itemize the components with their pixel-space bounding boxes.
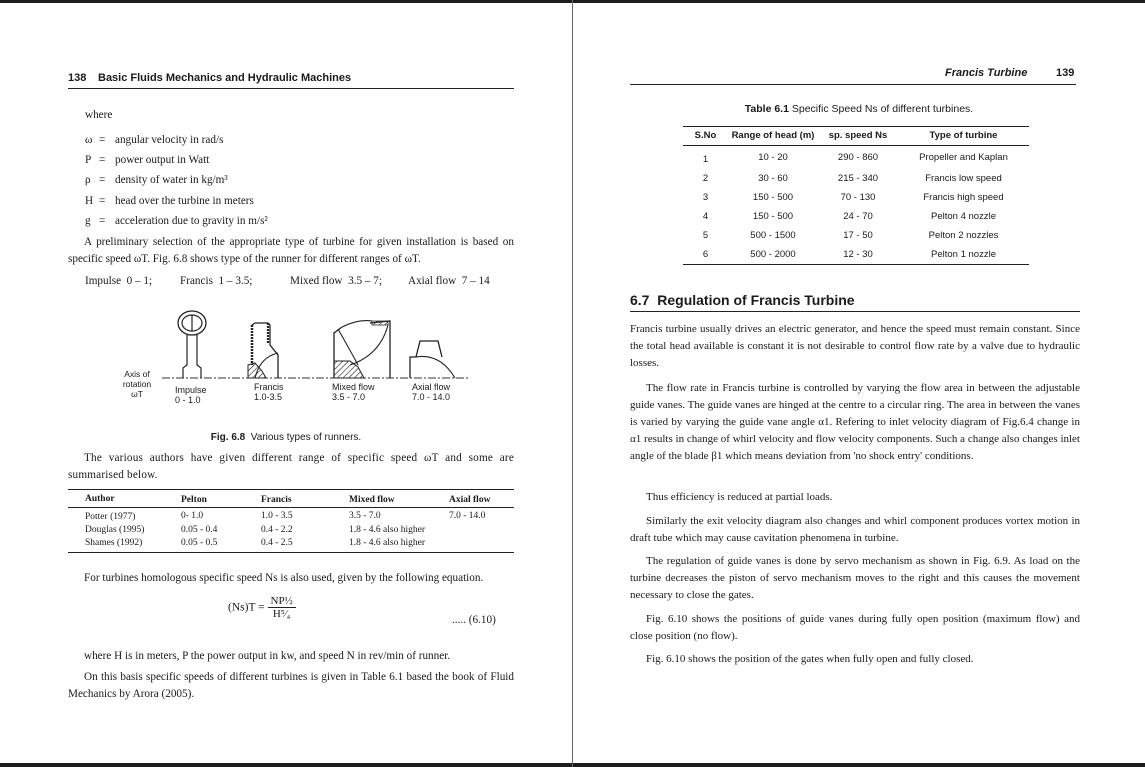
speed-table-row: 4 150 - 500 24 - 70 Pelton 4 nozzle <box>702 211 996 222</box>
speed-table-header: S.No Range of head (m) sp. speed Ns Type of turbine <box>683 127 1029 146</box>
paragraph-table-basis: On this basis specific speeds of different turbines is given in Table 6.1 based the book of Fluid Mechanics by Arora (2005). <box>68 671 514 700</box>
mixed-flow-label: Mixed flow 3.5 - 7.0 <box>332 382 375 402</box>
speed-table-row: 5 500 - 1500 17 - 50 Pelton 2 nozzles <box>702 230 999 241</box>
definition-item: g = acceleration due to gravity in m/s² <box>85 214 268 227</box>
running-title: Basic Fluids Mechanics and Hydraulic Machines <box>98 72 352 84</box>
range-axial: Axial flow 7 – 14 <box>408 275 490 287</box>
section-rule <box>630 311 1080 312</box>
runners-figure <box>110 305 480 385</box>
specific-speed-table <box>683 126 1029 265</box>
author-table-row: Potter (1977) 0- 1.0 1.0 - 3.5 3.5 - 7.0 7.0 - 14.0 <box>85 510 486 522</box>
definition-item: ω = angular velocity in rad/s <box>85 134 224 146</box>
header-rule <box>630 84 1076 85</box>
running-title: Francis Turbine <box>945 67 1028 79</box>
equation-6-10: (Ns)T = $\frac{\text{NP½}}{\text{H⁵⁄₄}}$ <box>228 595 296 620</box>
axis-of-rotation-label: Axis of rotation ωT <box>122 369 152 399</box>
paragraph-servo: The regulation of guide vanes is done by servo mechanism as shown in Fig. 6.9. As load on the turbine decreases the piston of servo mechanism moves to the right and this causes the movement necessary to close the gates. <box>630 555 1080 601</box>
francis-runner-icon <box>248 323 278 378</box>
speed-table-row: 2 30 - 60 215 - 340 Francis low speed <box>702 173 1002 184</box>
author-table-header: Author Pelton Francis Mixed flow Axial flow <box>68 492 514 508</box>
paragraph-exit-velocity: Similarly the exit velocity diagram also changes and whirl component produces vortex motion in draft tube which may cause cavitation phenomena in turbine. <box>630 515 1080 544</box>
equation-number: ..... (6.10) <box>452 614 496 626</box>
impulse-label: Impulse 0 - 1.0 <box>175 385 207 405</box>
author-table <box>68 489 514 553</box>
paragraph-efficiency: Thus efficiency is reduced at partial loads. <box>646 491 833 503</box>
definition-item: P = power output in Watt <box>85 154 210 167</box>
author-table-row: Douglas (1995) 0.05 - 0.4 0.4 - 2.2 1.8 - 4.6 also higher <box>85 524 425 535</box>
right-page <box>573 0 1145 767</box>
paragraph-authors: The various authors have given different range of specific speed ωT and some are summarised below. <box>68 452 514 481</box>
range-francis: Francis 1 – 3.5; <box>180 275 253 287</box>
range-mixed: Mixed flow 3.5 – 7; <box>290 275 382 287</box>
where-label: where <box>85 109 113 121</box>
page-number: 139 <box>1056 67 1075 79</box>
paragraph-homologous: For turbines homologous specific speed Ns is also used, given by the following equation. <box>84 572 484 584</box>
table-caption: Table 6.1 Specific Speed Ns of different turbines. <box>744 103 974 115</box>
author-table-row: Shames (1992) 0.05 - 0.5 0.4 - 2.5 1.8 - 4.6 also higher <box>85 537 425 548</box>
speed-table-row: 6 500 - 2000 12 - 30 Pelton 1 nozzle <box>702 249 996 260</box>
range-impulse: Impulse 0 – 1; <box>85 275 153 287</box>
section-heading: 6.7 Regulation of Francis Turbine <box>630 292 855 308</box>
paragraph-preliminary: A preliminary selection of the appropriate type of turbine for given installation is based on specific speed ωT. Fig. 6.8 shows type of the runner for different ranges of ωT. <box>68 236 514 265</box>
page-number: 138 <box>68 72 87 84</box>
paragraph-regulation-intro: Francis turbine usually drives an electric generator, and hence the speed must remain constant. Since the total head available is constant it is not desirable to control flow rate by a valve due to hydraulic losses. <box>630 323 1080 369</box>
axial-flow-runner-icon <box>410 341 455 378</box>
paragraph-guide-vanes: Fig. 6.10 shows the positions of guide vanes during fully open position (maximum flow) and close position (no flow). <box>630 613 1080 642</box>
speed-table-row: 3 150 - 500 70 - 130 Francis high speed <box>702 192 1004 203</box>
axial-flow-label: Axial flow 7.0 - 14.0 <box>412 382 451 402</box>
speed-table-row: 1 10 - 20 290 - 860 Propeller and Kaplan <box>702 152 1008 165</box>
paragraph-flow-rate: The flow rate in Francis turbine is controlled by varying the flow area in between the adjustable guide vanes. The guide vanes are hinged at the centre to a circular ring. The area in between the vanes is varied by varying the guide vane angle α1. Refering to inlet velocity diagram of Fig.6.4 change in α1 results in change of whirl velocity and flow velocity components. Such a change also changes inlet angle of the blade β1 which means deviation from 'no shock entry' conditions. <box>630 382 1080 462</box>
header-rule <box>68 88 514 89</box>
impulse-runner-icon <box>178 311 206 378</box>
ranges-line <box>85 273 515 290</box>
definition-item: H = head over the turbine in meters <box>85 194 254 207</box>
figure-caption: Fig. 6.8 Various types of runners. <box>210 432 362 443</box>
paragraph-units: where H is in meters, P the power output in kw, and speed N in rev/min of runner. <box>84 650 451 662</box>
definitions-list <box>85 130 268 231</box>
mixed-flow-runner-icon <box>334 321 390 378</box>
definition-item: ρ = density of water in kg/m³ <box>85 174 228 187</box>
francis-label: Francis 1.0-3.5 <box>254 382 284 402</box>
paragraph-gates: Fig. 6.10 shows the position of the gates when fully open and fully closed. <box>646 653 974 665</box>
left-page <box>0 0 572 767</box>
